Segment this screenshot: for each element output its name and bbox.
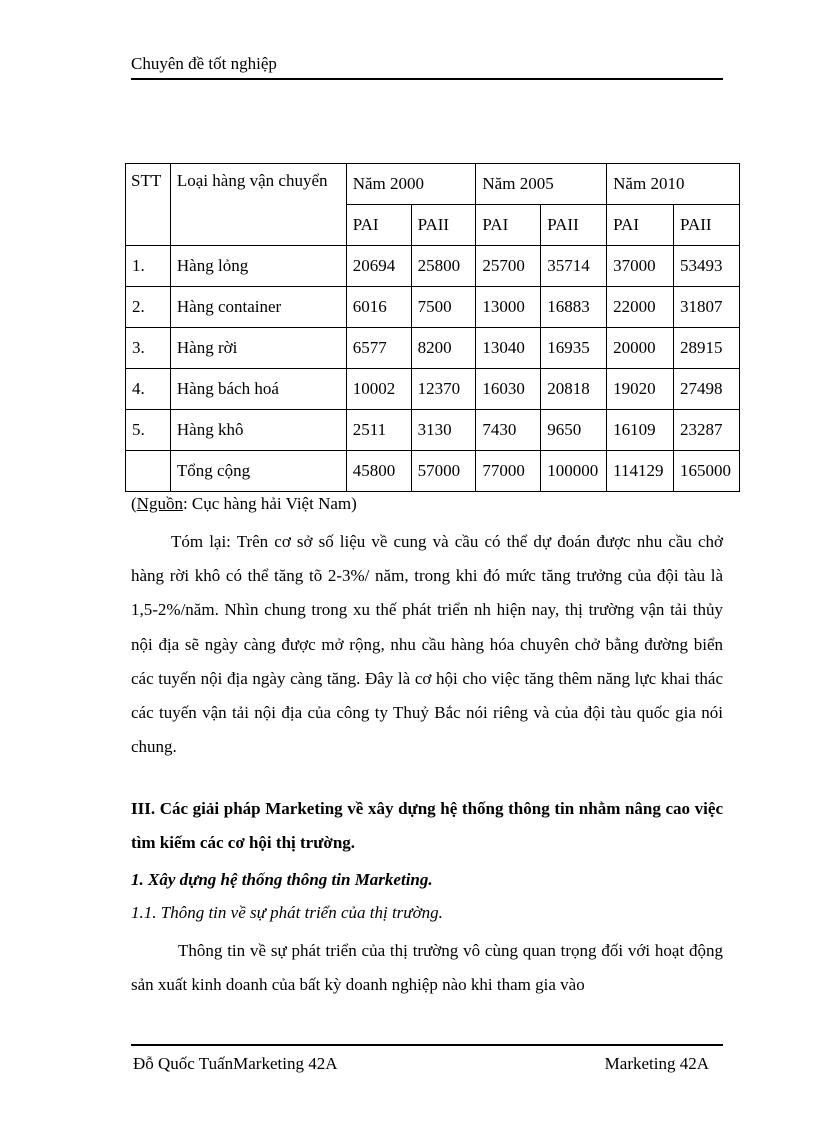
header-title: Chuyên đề tốt nghiệp [131, 54, 277, 73]
table-cell: 13040 [476, 328, 541, 369]
table-total-row [126, 451, 740, 492]
table-cell: 25700 [476, 246, 541, 287]
header-stt: STT [126, 164, 171, 246]
section-heading-iii: III. Các giải pháp Marketing về xây dựng hệ thống thông tin nhằm nâng cao việc tìm kiếm các cơ hội thị trường. [131, 799, 723, 853]
source-text: : Cục hàng hải Việt Nam) [182, 494, 357, 513]
table-cell: 23287 [674, 410, 740, 451]
row-cargo-name: Hàng khô [170, 410, 346, 451]
table-cell: 45800 [346, 451, 411, 492]
table-cell: 7500 [411, 287, 476, 328]
footer-author: Đỗ Quốc TuấnMarketing 42A [133, 1054, 338, 1073]
header-year-2010: Năm 2010 [607, 164, 740, 205]
row-cargo-name: Hàng lỏng [170, 246, 346, 287]
subheader-cell: PAII [411, 205, 476, 246]
row-cargo-name: Tổng cộng [170, 451, 346, 492]
table-cell: 37000 [607, 246, 674, 287]
page-header [131, 52, 723, 80]
table-cell: 31807 [674, 287, 740, 328]
table-cell: 16109 [607, 410, 674, 451]
row-cargo-name: Hàng rời [170, 328, 346, 369]
header-year-2000: Năm 2000 [346, 164, 476, 205]
row-stt [126, 451, 171, 492]
table-cell: 20694 [346, 246, 411, 287]
row-cargo-name: Hàng container [170, 287, 346, 328]
subsection-heading-1-1: 1.1. Thông tin về sự phát triển của thị trường. [131, 903, 443, 922]
subheader-cell: PAI [346, 205, 411, 246]
table-cell: 27498 [674, 369, 740, 410]
table-cell: 16883 [541, 287, 607, 328]
table-cell: 6016 [346, 287, 411, 328]
table-cell: 20000 [607, 328, 674, 369]
table-source-note [131, 494, 357, 514]
cargo-forecast-table [125, 163, 740, 492]
table-row [126, 328, 740, 369]
footer-class: Marketing 42A [604, 1054, 709, 1073]
row-stt: 3. [126, 328, 171, 369]
table-cell: 53493 [674, 246, 740, 287]
row-cargo-name: Hàng bách hoá [170, 369, 346, 410]
table-row [126, 369, 740, 410]
source-label: Nguồn [136, 494, 183, 513]
row-stt: 1. [126, 246, 171, 287]
table-cell: 12370 [411, 369, 476, 410]
table-header-row [126, 164, 740, 205]
row-stt: 4. [126, 369, 171, 410]
table-cell: 2511 [346, 410, 411, 451]
table-cell: 10002 [346, 369, 411, 410]
subheader-cell: PAII [674, 205, 740, 246]
table-row [126, 246, 740, 287]
source-open: ( [131, 494, 137, 513]
table-cell: 16030 [476, 369, 541, 410]
table-cell: 77000 [476, 451, 541, 492]
table-row [126, 410, 740, 451]
table-row [126, 287, 740, 328]
table-cell: 165000 [674, 451, 740, 492]
header-year-2005: Năm 2005 [476, 164, 607, 205]
page-footer [131, 1044, 723, 1076]
table-cell: 25800 [411, 246, 476, 287]
table-cell: 57000 [411, 451, 476, 492]
table-cell: 19020 [607, 369, 674, 410]
table-cell: 13000 [476, 287, 541, 328]
subheader-cell: PAII [541, 205, 607, 246]
table-cell: 35714 [541, 246, 607, 287]
table-cell: 22000 [607, 287, 674, 328]
table-cell: 20818 [541, 369, 607, 410]
subheader-cell: PAI [607, 205, 674, 246]
table-cell: 7430 [476, 410, 541, 451]
table-cell: 6577 [346, 328, 411, 369]
table-cell: 100000 [541, 451, 607, 492]
row-stt: 5. [126, 410, 171, 451]
market-info-paragraph: Thông tin về sự phát triển của thị trường vô cùng quan trọng đối với hoạt động sản xuất kinh doanh của bất kỳ doanh nghiệp nào khi tham gia vào [131, 941, 723, 995]
table-cell: 3130 [411, 410, 476, 451]
table-cell: 28915 [674, 328, 740, 369]
table-cell: 16935 [541, 328, 607, 369]
header-cargo-type: Loại hàng vận chuyển [170, 164, 346, 246]
subsection-heading-1: 1. Xây dựng hệ thống thông tin Marketing. [131, 870, 433, 889]
table-cell: 114129 [607, 451, 674, 492]
table-cell: 8200 [411, 328, 476, 369]
summary-paragraph: Tóm lại: Trên cơ sở số liệu về cung và cầu có thể dự đoán được nhu cầu chở hàng rời khô có thể tăng tõ 2-3%/ năm, trong khi đó mức tăng trưởng của đội tàu là 1,5-2%/năm. Nhìn chung trong xu thế phát triển nh hiện nay, thị trường vận tải thủy nội địa sẽ ngày càng được mở rộng, nhu cầu hàng hóa chuyên chở bằng đường biển các tuyến nội địa ngày càng tăng. Đây là cơ hội cho việc tăng thêm năng lực khai thác các tuyến vận tải nội địa của công ty Thuỷ Bắc nói riêng và của đội tàu quốc gia nói chung. [131, 532, 723, 757]
table-cell: 9650 [541, 410, 607, 451]
subheader-cell: PAI [476, 205, 541, 246]
row-stt: 2. [126, 287, 171, 328]
